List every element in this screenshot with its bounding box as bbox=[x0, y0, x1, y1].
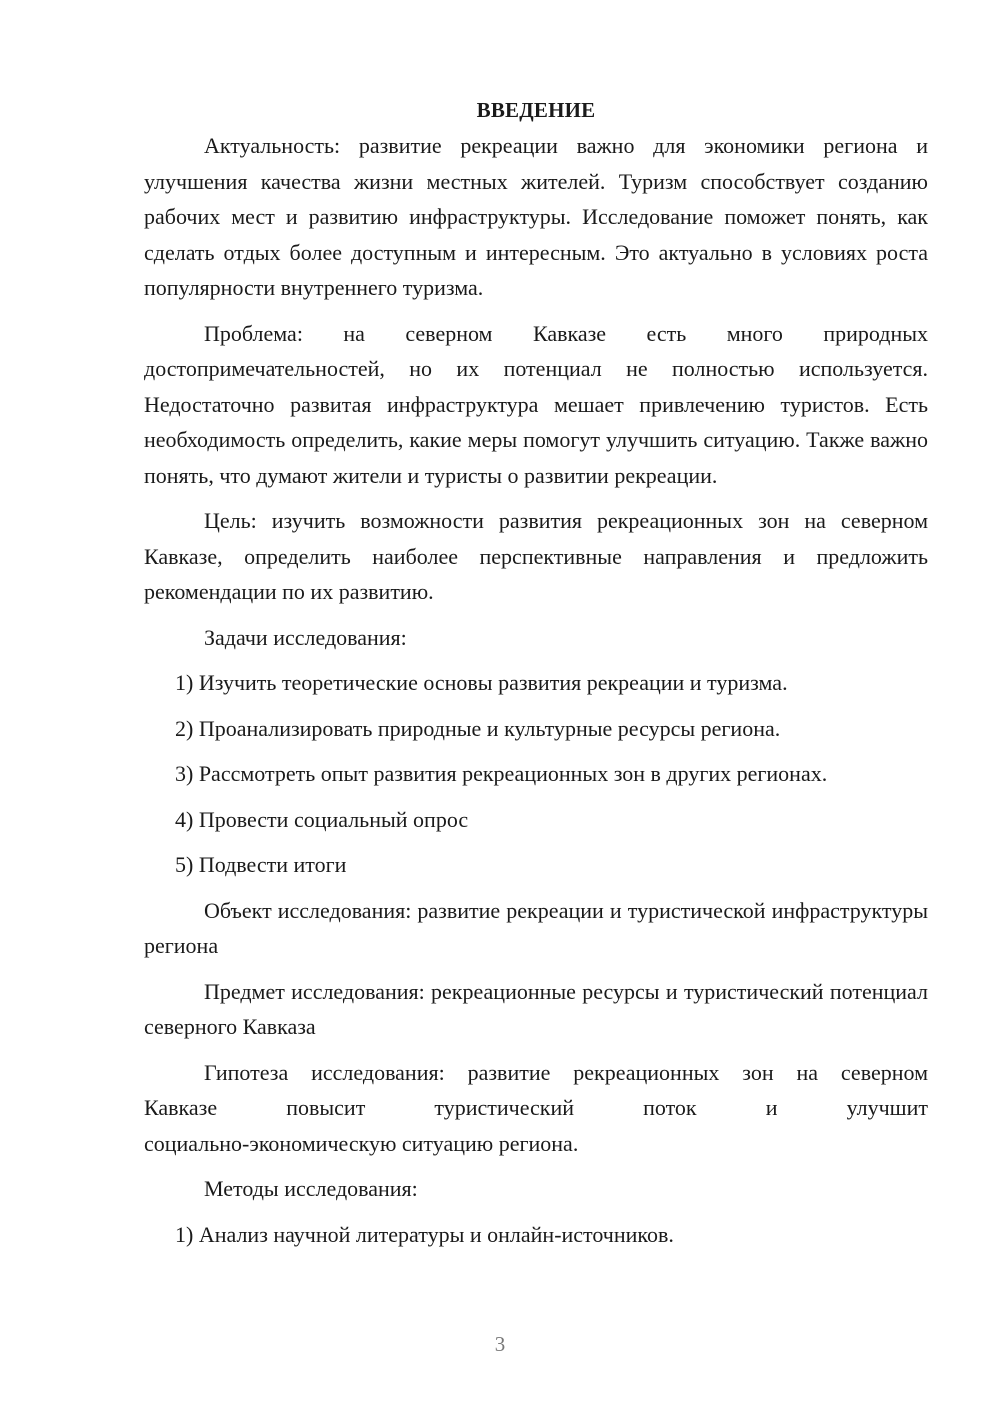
page-content bbox=[144, 93, 928, 1262]
problem-paragraph: Проблема: на северном Кавказе есть много природных достопримечательностей, но их потенциал не полностью используется. Недостаточно развитая инфраструктура мешает привлечению туристов. Есть необходимость определить, какие меры помогут улучшить ситуацию. Также важно понять, что думают жители и туристы о развитии рекреации. bbox=[144, 320, 928, 488]
task-item-5: 5) Подвести итоги bbox=[175, 852, 347, 877]
tasks-heading: Задачи исследования: bbox=[204, 624, 407, 650]
hypothesis-line-3: социально-экономическую ситуацию региона. bbox=[144, 1130, 579, 1156]
hypothesis-line-1: Гипотеза исследования: развитие рекреационных зон на северном bbox=[204, 1059, 928, 1085]
methods-heading: Методы исследования: bbox=[204, 1176, 418, 1201]
method-item-1: 1) Анализ научной литературы и онлайн-источников. bbox=[175, 1221, 674, 1247]
task-item-3: 3) Рассмотреть опыт развития рекреационных зон в других регионах. bbox=[175, 761, 828, 786]
section-title: ВВЕДЕНИЕ bbox=[476, 98, 596, 122]
task-item-1: 1) Изучить теоретические основы развития рекреации и туризма. bbox=[175, 670, 788, 695]
hypothesis-line-2: Кавказе повысит туристический поток и улучшит bbox=[144, 1095, 928, 1120]
object-paragraph: Объект исследования: развитие рекреации и туристической инфраструктуры региона bbox=[144, 897, 928, 958]
subject-paragraph: Предмет исследования: рекреационные ресурсы и туристический потенциал северного Кавказа bbox=[144, 978, 928, 1039]
task-item-2: 2) Проанализировать природные и культурные ресурсы региона. bbox=[175, 715, 781, 741]
relevance-paragraph: Актуальность: развитие рекреации важно для экономики региона и улучшения качества жизни местных жителей. Туризм способствует созданию рабочих мест и развитию инфраструктуры. Исследование поможет понять, как сделать отдых более доступным и интересным. Это актуально в условиях роста популярности внутреннего туризма. bbox=[144, 133, 928, 300]
page-number: 3 bbox=[494, 1332, 506, 1356]
goal-paragraph: Цель: изучить возможности развития рекреационных зон на северном Кавказе, определить наиболее перспективные направления и предложить рекомендации по их развитию. bbox=[144, 508, 928, 604]
task-item-4: 4) Провести социальный опрос bbox=[175, 806, 469, 832]
hypothesis-paragraph bbox=[144, 1055, 928, 1162]
